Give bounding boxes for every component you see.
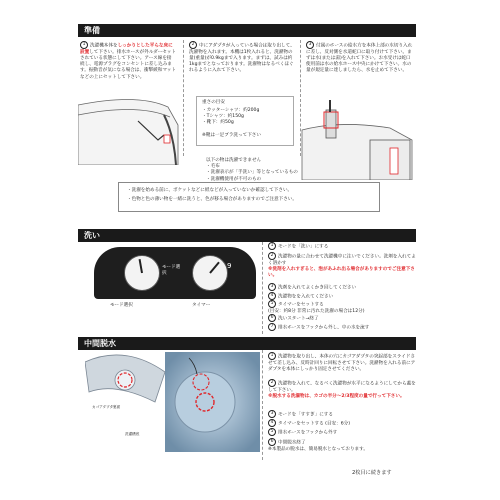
weight-item: ・Tシャツ：約150g xyxy=(202,114,244,119)
step-number: 4 xyxy=(268,419,276,427)
step-sub-text: ※本製品の脱水は、簡易脱水となっております。 xyxy=(268,446,368,452)
step-number: 5 xyxy=(268,300,276,308)
step-number: 5 xyxy=(268,428,276,436)
step-text: モードを「すすぎ」にする xyxy=(278,412,333,418)
section-header-prep xyxy=(78,24,416,37)
weights-title: 重さの目安 xyxy=(202,100,225,105)
step-text: 洗濯物の量に合わせて洗濯機中に注いでください。洗剤を入れてよく溶かす xyxy=(268,254,416,266)
wash-step xyxy=(268,242,416,251)
cannot-wash-item: ・洗濯機使用が不可のもの xyxy=(206,176,262,182)
spin-step xyxy=(268,419,416,428)
prep-step-3 xyxy=(306,41,414,75)
spin-step xyxy=(268,410,416,419)
prep-step-1 xyxy=(80,41,176,81)
timer-label: タイマー xyxy=(192,303,211,308)
divider xyxy=(262,242,263,334)
step-text: 排水ホースをフックから外す xyxy=(278,430,338,436)
step-text: 洗いスタート→終了 xyxy=(278,316,319,322)
weights-note: ※靴は一足ブラ洗って下さい xyxy=(202,133,261,138)
continued-footer: 2枚目に続きます xyxy=(352,470,392,476)
weight-item: ・靴下：約50g xyxy=(202,120,234,125)
section-header-spin xyxy=(78,337,416,350)
weight-item: ・カッターシャツ：約200g xyxy=(202,108,260,113)
step-number: 3 xyxy=(268,283,276,291)
control-panel-illustration xyxy=(94,247,256,299)
cannot-wash-title: 以下の物は洗濯できません xyxy=(206,158,262,163)
step-text: 中間脱水終了 xyxy=(278,440,306,446)
step-text: 洗濯物を入れて、なるべく洗濯物が水平になるようにしてから蓋をして下さい。 xyxy=(268,381,416,393)
step-text: タイマーをセットする (目安：6分) xyxy=(278,421,351,427)
step-text: 付属のホースの給水方を本体上部の水切り入れに差し、反対側を水道蛇口に取り付けて下さい。まずは水(または湯)を入れて下さい。お水受けは蛇口使用前は水の給水ホース中央にかけて下さい。水の量が規定量に達しましたら、水を止めて下さい。 xyxy=(306,43,413,74)
step-number: 4 xyxy=(268,292,276,300)
divider xyxy=(262,350,263,460)
step-number: 6 xyxy=(268,314,276,322)
step-red-text: しっかりとした平らな床に設置 xyxy=(80,43,173,55)
spin-step xyxy=(268,352,416,373)
step-number: 3 xyxy=(306,41,314,49)
step-text: 洗濯機本体を xyxy=(90,43,118,49)
mode-dial-tag: モード選択 xyxy=(162,265,181,277)
step-text: タイマーをセットする xyxy=(278,302,324,308)
step-number: 2 xyxy=(189,41,197,49)
wash-step xyxy=(268,323,416,332)
timer-number: 9 xyxy=(227,262,232,270)
step-number: 6 xyxy=(268,438,276,446)
step-number: 1 xyxy=(268,352,276,360)
cannot-wash-item: ・毛布 xyxy=(206,164,220,170)
prep-title: 準備 xyxy=(84,26,100,35)
wash-step xyxy=(268,300,416,315)
step-text: して下さい。排水ホースが外ルダーセットされている状態にして下さい。アース線を接続し、電源プラグをコンセントに差し込みます。振動音が気になる場合は、衝撃緩和マットなどの上にセットして下さい。 xyxy=(80,49,176,80)
wash-step xyxy=(268,314,416,323)
notice-line: ・洗濯を始める前に、ポケットなどに紙などが入っていないか確認して下さい。 xyxy=(127,188,293,193)
step-text: 中にアダプタが入っている場合は取り出して、洗濯物を入れます。本機は1枚入れると、洗濯物の量(重量)が0.9kgまで入ります。まずは、試みは約1kgまでとなっております。洗濯物はなるべくほぐれるように入れて下さい。 xyxy=(189,43,295,74)
spin-step xyxy=(268,379,416,400)
step-number: 7 xyxy=(268,323,276,331)
step-text: モードを「洗い」にする xyxy=(278,244,329,250)
mode-dial xyxy=(124,255,160,291)
step-text: 洗剤を入れてよくかき回してください xyxy=(278,285,357,291)
step-number: 1 xyxy=(80,41,88,49)
spin-step xyxy=(268,438,416,453)
mode-select-label: モード選択 xyxy=(110,303,133,308)
wash-step xyxy=(268,252,416,279)
step-number: 2 xyxy=(268,252,276,260)
step-text: 洗濯物をを入れてください xyxy=(278,294,334,300)
hose-illustration xyxy=(300,100,415,180)
step-sub-text: (目安：約8分 非常に汚れた洗濯の場合は12分) xyxy=(268,308,365,314)
notice-box xyxy=(118,182,380,212)
spin-step xyxy=(268,428,416,437)
wash-title: 洗い xyxy=(84,231,100,240)
spin-title: 中間脱水 xyxy=(84,339,116,348)
section-header-wash xyxy=(78,229,416,242)
step-number: 1 xyxy=(268,242,276,250)
weights-box xyxy=(196,96,294,146)
cannot-wash-block xyxy=(206,158,306,183)
timer-dial xyxy=(192,255,228,291)
step-text: 排水ホースをフックから外し、中の水を流す xyxy=(278,325,370,331)
prep-step-2 xyxy=(189,41,297,75)
notice-line: ・色物と色の薄い物を一緒に洗うと、色が移る場合がありますのでご注意下さい。 xyxy=(127,197,297,202)
step-number: 2 xyxy=(268,379,276,387)
washer-leveling-illustration xyxy=(78,95,186,165)
adapter-back-label: カゴアダプタ裏面 xyxy=(92,405,121,409)
step-number: 3 xyxy=(268,410,276,418)
cannot-wash-item: ・洗濯表示が「手洗い」等となっているもの xyxy=(206,170,298,176)
step-red-note: ※洗剤を入れすぎると、泡があふれ出る場合がありますのでご注意下さい。 xyxy=(268,266,415,278)
tub-bottom-label: 洗濯槽底 xyxy=(125,432,140,436)
wash-step xyxy=(268,283,416,292)
step-red-note: ※脱水する洗濯物は、カゴの半分～2/3程度の量で行って下さい。 xyxy=(268,393,405,399)
step-text: 洗濯物を取り出し、本体の穴にカゴアダプタの突起部をスライドさせて差し込み、反時計回りに回転させて下さい。洗濯物を入れる前にアダプタを本体にしっかり固定させてください。 xyxy=(268,354,416,372)
